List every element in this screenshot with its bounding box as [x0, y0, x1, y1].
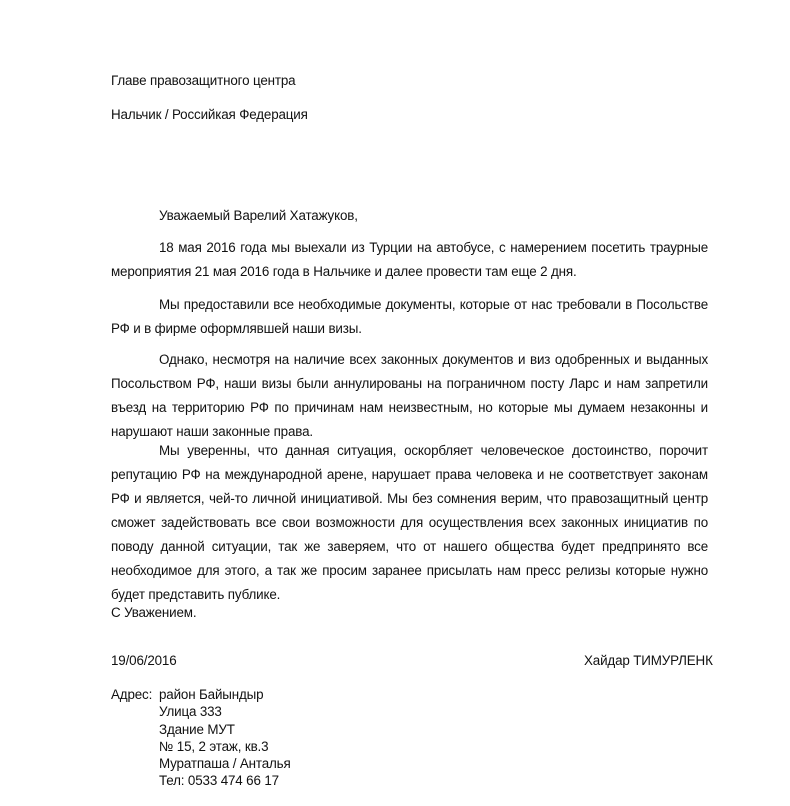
paragraph-2: Мы предоставили все необходимые документы, которые от нас требовали в Посольстве РФ и в фирме оформлявшей наши визы. [111, 297, 708, 336]
recipient-location: Нальчик / Российкая Федерация [111, 107, 308, 122]
paragraph-3: Однако, несмотря на наличие всех законных документов и виз одобренных и выданных Посольством РФ, наши визы были аннулированы на пограничном посту Ларс и нам запретили въезд на территорию РФ по причинам нам неизвестным, но которые мы думаем незаконны и нарушают наши законные права. [111, 352, 708, 439]
address-block [159, 686, 291, 790]
closing: С Уважением. [111, 605, 197, 620]
phone-line: Тел: 0533 474 66 17 [159, 773, 279, 789]
address-line: № 15, 2 этаж, кв.3 [159, 738, 269, 754]
signer-name: Хайдар ТИМУРЛЕНК [584, 653, 713, 668]
letter-date: 19/06/2016 [111, 653, 177, 668]
address-line: Муратпаша / Анталья [159, 756, 291, 772]
address-label: Адрес: [111, 687, 153, 702]
salutation: Уважаемый Варелий Хатажуков, [159, 208, 358, 223]
recipient-title: Главе правозащитного центра [111, 73, 296, 88]
address-line: Улица 333 [159, 704, 222, 720]
paragraph-1: 18 мая 2016 года мы выехали из Турции на автобусе, с намерением посетить траурные мероприятия 21 мая 2016 года в Нальчике и далее провести там еще 2 дня. [111, 240, 708, 279]
address-line: район Байындыр [159, 687, 264, 702]
address-line: Здание МУТ [159, 721, 235, 737]
paragraph-4: Мы уверенны, что данная ситуация, оскорбляет человеческое достоинство, порочит репутацию РФ на международной арене, нарушает права человека и не соответствует законам РФ и является, чей-то личной инициативой. Мы без сомнения верим, что правозащитный центр сможет задействовать все свои возможности для осуществления всех законных инициатив по поводу данной ситуации, так же заверяем, что от нашего общества будет предпринято все необходимое для этого, а так же просим заранее присылать нам пресс релизы которые нужно будет представить публике. [111, 443, 708, 602]
